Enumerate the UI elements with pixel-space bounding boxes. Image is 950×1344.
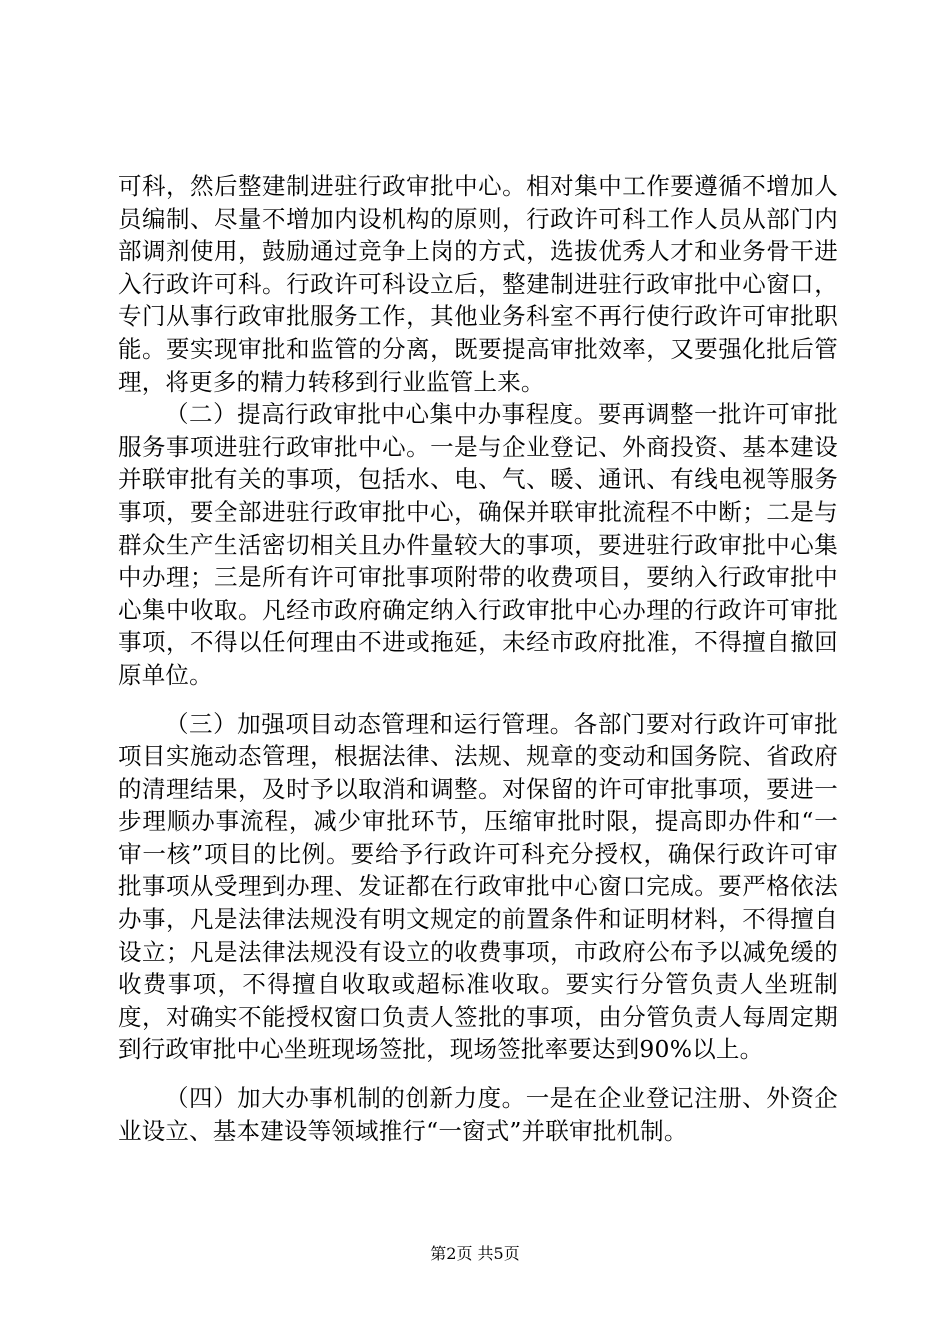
paragraph-3: （三）加强项目动态管理和运行管理。各部门要对行政许可审批项目实施动态管理，根据法律、法规、规章的变动和国务院、省政府的清理结果，及时予以取消和调整。对保留的许可审批事项，要进一步理顺办事流程，减少审批环节，压缩审批时限，提高即办件和“一审一核”项目的比例。要给予行政许可科充分授权，确保行政许可审批事项从受理到办理、发证都在行政审批中心窗口完成。要严格依法办事，凡是法律法规没有明文规定的前置条件和证明材料，不得擅自设立；凡是法律法规没有设立的收费事项，市政府公布予以减免缓的收费事项，不得擅自收取或超标准收取。要实行分管负责人坐班制度，对确实不能授权窗口负责人签批的事项，由分管负责人每周定期到行政审批中心坐班现场签批，现场签批率要达到90%以上。 [118, 709, 838, 1064]
paragraph-2: （二）提高行政审批中心集中办事程度。要再调整一批许可审批服务事项进驻行政审批中心。一是与企业登记、外商投资、基本建设并联审批有关的事项，包括水、电、气、暖、通讯、有线电视等服务事项，要全部进驻行政审批中心，确保并联审批流程不中断；二是与群众生产生活密切相关且办件量较大的事项，要进驻行政审批中心集中办理；三是所有许可审批事项附带的收费项目，要纳入行政审批中心集中收取。凡经市政府确定纳入行政审批中心办理的行政许可审批事项，不得以任何理由不进或拖延，未经市政府批准，不得擅自撤回原单位。 [118, 400, 838, 689]
paragraph-4: （四）加大办事机制的创新力度。一是在企业登记注册、外资企业设立、基本建设等领域推行“一窗式”并联审批机制。 [118, 1084, 838, 1145]
paragraph-1: 可科，然后整建制进驻行政审批中心。相对集中工作要遵循不增加人员编制、尽量不增加内设机构的原则，行政许可科工作人员从部门内部调剂使用，鼓励通过竞争上岗的方式，选拔优秀人才和业务骨干进入行政许可科。行政许可科设立后，整建制进驻行政审批中心窗口，专门从事行政审批服务工作，其他业务科室不再行使行政许可审批职能。要实现审批和监管的分离，既要提高审批效率，又要强化批后管理，将更多的精力转移到行业监管上来。 [118, 172, 838, 396]
page-number-footer: 第2页 共5页 [430, 1244, 520, 1263]
document-body [118, 170, 838, 1147]
